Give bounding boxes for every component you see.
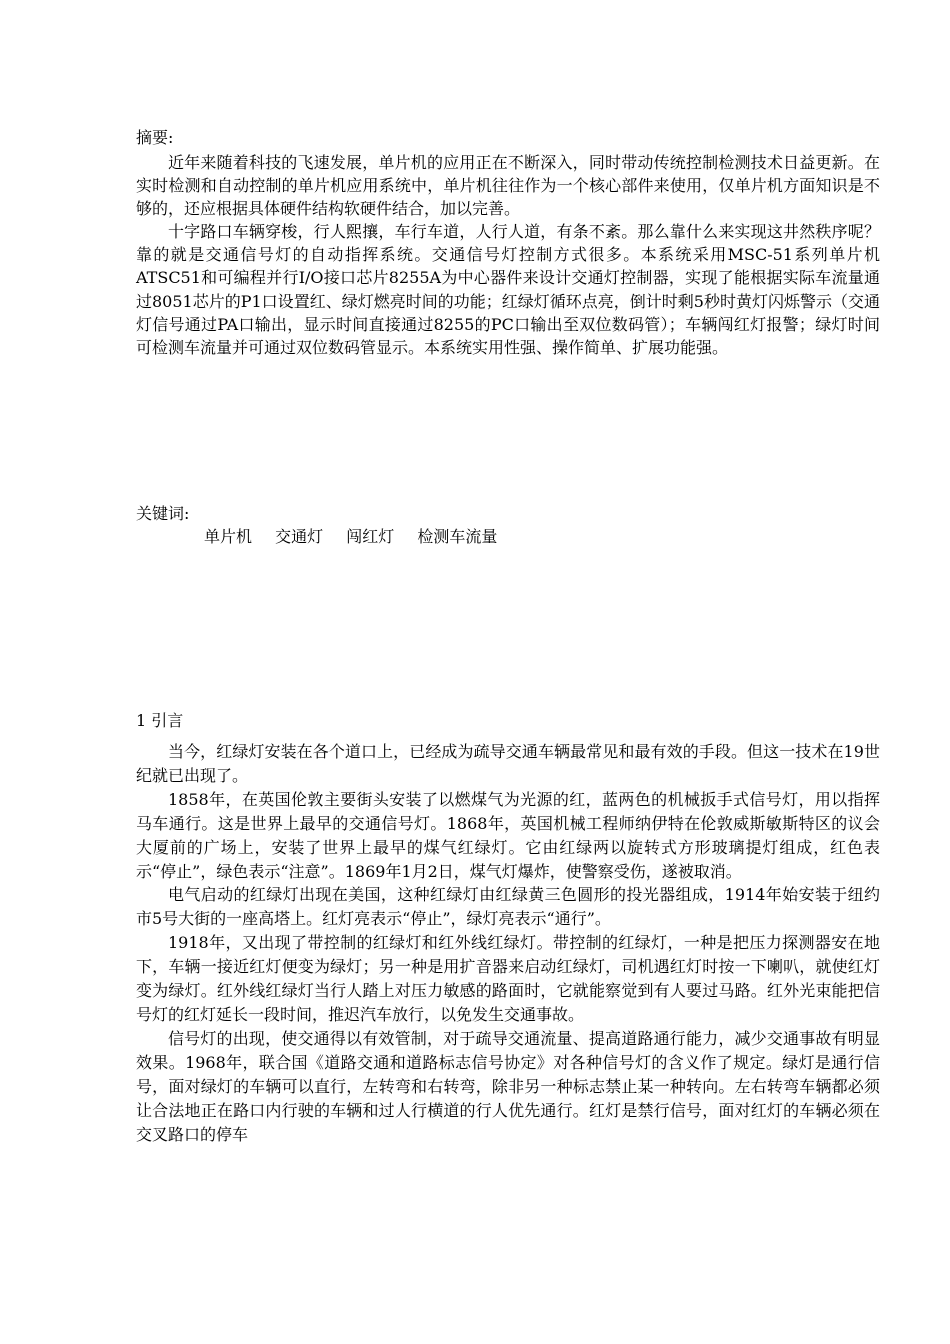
section-heading-intro: 1 引言 — [136, 711, 184, 730]
abstract-paragraph: 十字路口车辆穿梭，行人熙攘，车行车道，人行人道，有条不紊。那么靠什么来实现这井然秩序呢？靠的就是交通信号灯的自动指挥系统。交通信号灯控制方式很多。本系统采用MSC-51系列单片机ATSC51和可编程并行I/O接口芯片8255A为中心器件来设计交通灯控制器，实现了能根据实际车流量通过8051芯片的P1口设置红、绿灯燃亮时间的功能；红绿灯循环点亮，倒计时剩5秒时黄灯闪烁警示（交通灯信号通过PA口输出，显示时间直接通过8255的PC口输出至双位数码管）；车辆闯红灯报警；绿灯时间可检测车流量并可通过双位数码管显示。本系统实用性强、操作简单、扩展功能强。 — [136, 222, 880, 357]
keywords-heading: 关键词: — [136, 504, 190, 523]
keyword-item: 检测车流量 — [417, 527, 498, 546]
keyword-item: 交通灯 — [275, 527, 324, 546]
intro-paragraph: 电气启动的红绿灯出现在美国，这种红绿灯由红绿黄三色圆形的投光器组成，1914年始安装于纽约市5号大街的一座高塔上。红灯亮表示“停止”，绿灯亮表示“通行”。 — [136, 885, 880, 929]
intro-paragraph: 当今，红绿灯安装在各个道口上，已经成为疏导交通车辆最常见和最有效的手段。但这一技术在19世纪就已出现了。 — [136, 742, 880, 785]
keywords-list — [204, 526, 497, 548]
keyword-item: 闯红灯 — [346, 527, 395, 546]
abstract-paragraph: 近年来随着科技的飞速发展，单片机的应用正在不断深入，同时带动传统控制检测技术日益更新。在实时检测和自动控制的单片机应用系统中，单片机往往作为一个核心部件来使用，仅单片机方面知识是不够的，还应根据具体硬件结构软硬件结合，加以完善。 — [136, 153, 880, 219]
intro-paragraph: 1918年，又出现了带控制的红绿灯和红外线红绿灯。带控制的红绿灯，一种是把压力探测器安在地下，车辆一接近红灯便变为绿灯；另一种是用扩音器来启动红绿灯，司机遇红灯时按一下喇叭，就使红灯变为绿灯。红外线红绿灯当行人踏上对压力敏感的路面时，它就能察觉到有人要过马路。红外光束能把信号灯的红灯延长一段时间，推迟汽车放行，以免发生交通事故。 — [136, 933, 880, 1024]
intro-body — [136, 740, 880, 1146]
intro-paragraph: 信号灯的出现，使交通得以有效管制，对于疏导交通流量、提高道路通行能力，减少交通事故有明显效果。1968年，联合国《道路交通和道路标志信号协定》对各种信号灯的含义作了规定。绿灯是通行信号，面对绿灯的车辆可以直行，左转弯和右转弯，除非另一种标志禁止某一种转向。左右转弯车辆都必须让合法地正在路口内行驶的车辆和过人行横道的行人优先通行。红灯是禁行信号，面对红灯的车辆必须在交叉路口的停车 — [136, 1028, 880, 1144]
abstract-heading: 摘要: — [136, 128, 174, 147]
intro-paragraph: 1858年，在英国伦敦主要街头安装了以燃煤气为光源的红，蓝两色的机械扳手式信号灯，用以指挥马车通行。这是世界上最早的交通信号灯。1868年，英国机械工程师纳伊特在伦敦威斯敏斯特区的议会大厦前的广场上，安装了世界上最早的煤气红绿灯。它由红绿两以旋转式方形玻璃提灯组成，红色表示“停止”，绿色表示“注意”。1869年1月2日，煤气灯爆炸，使警察受伤，遂被取消。 — [136, 789, 880, 881]
abstract-body — [136, 151, 880, 359]
keyword-item: 单片机 — [204, 527, 253, 546]
